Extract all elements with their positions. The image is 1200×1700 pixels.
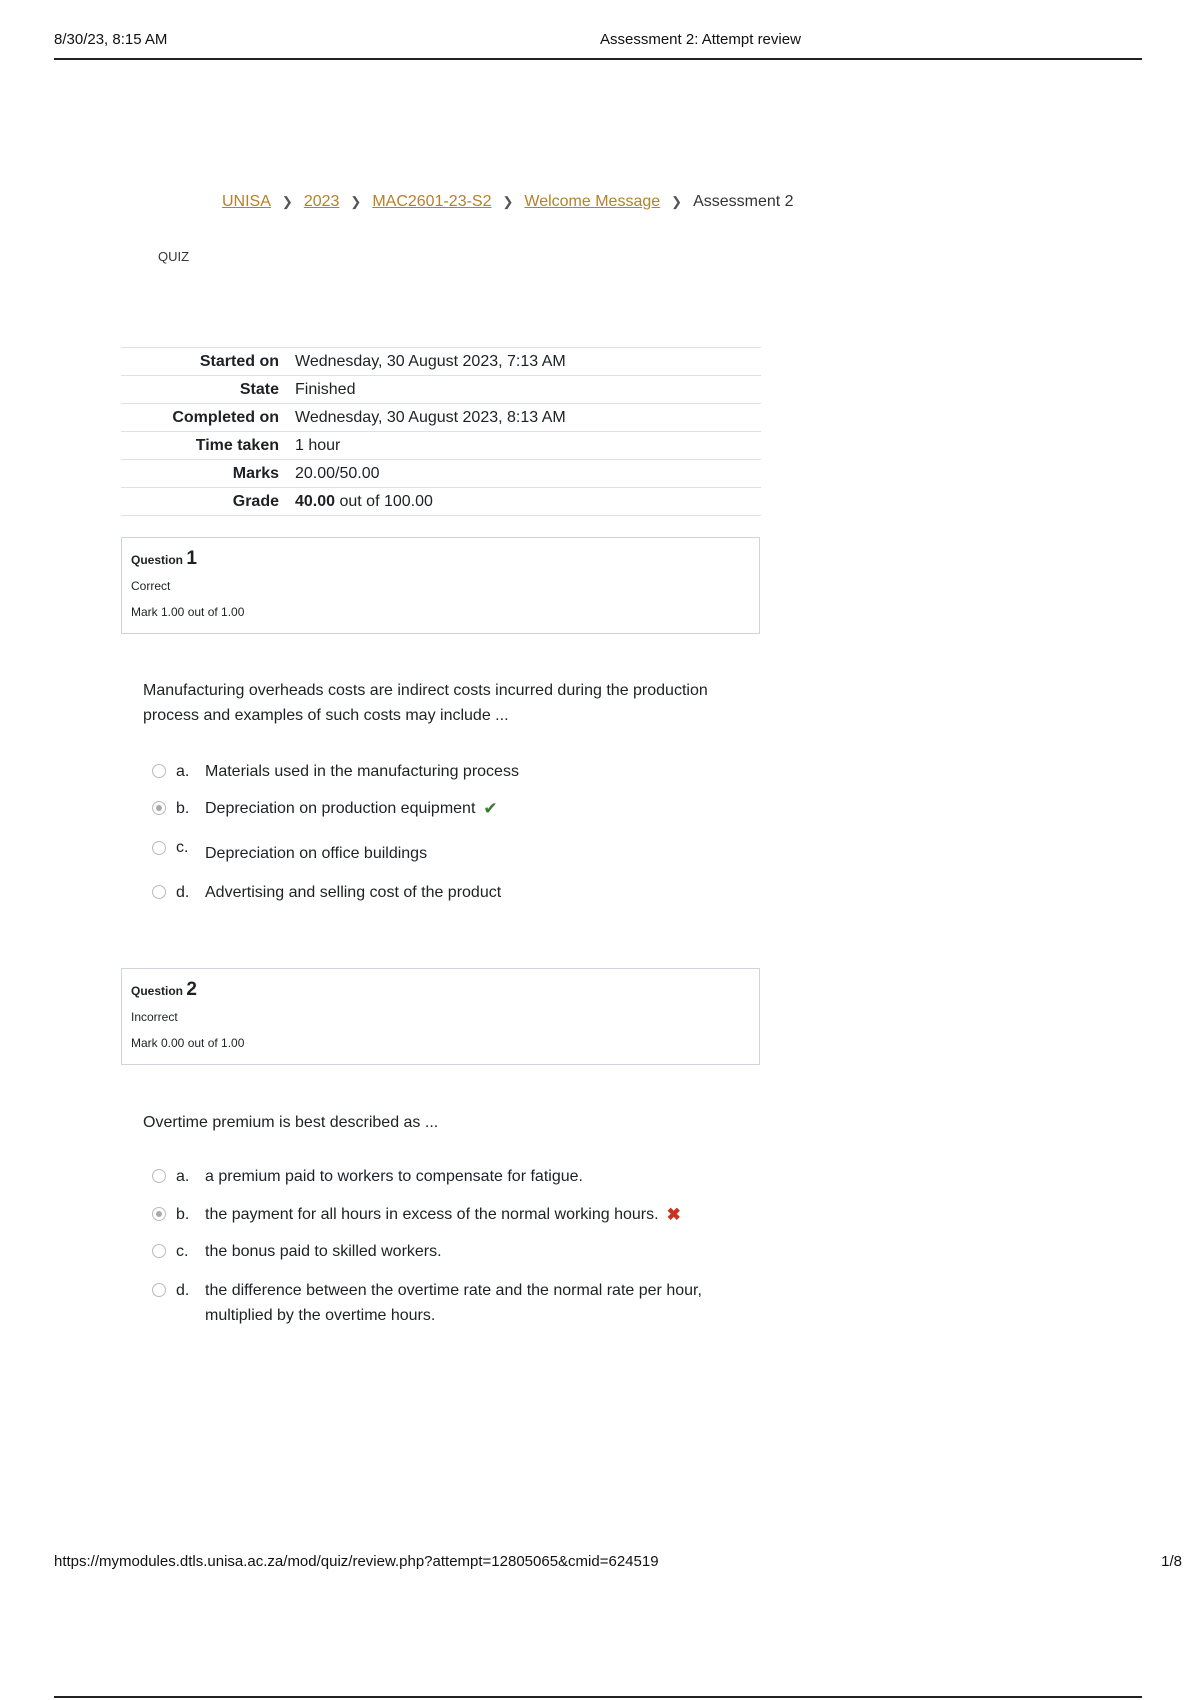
answer-radio[interactable] — [152, 764, 166, 778]
summary-key: Completed on — [121, 404, 295, 432]
chevron-right-icon: ❯ — [281, 194, 293, 209]
print-title: Assessment 2: Attempt review — [600, 31, 801, 48]
answer-radio[interactable] — [152, 885, 166, 899]
page-number: 1/8 — [1161, 1553, 1182, 1570]
answer-letter: d. — [176, 1282, 190, 1299]
chevron-right-icon: ❯ — [502, 194, 514, 209]
summary-value: Finished — [295, 376, 761, 404]
answer-option — [152, 880, 745, 905]
question-mark: Mark 0.00 out of 1.00 — [131, 1036, 245, 1050]
answer-radio[interactable] — [152, 1207, 166, 1221]
print-footer — [54, 1553, 1182, 1570]
summary-value: Wednesday, 30 August 2023, 8:13 AM — [295, 404, 761, 432]
summary-row — [121, 376, 761, 404]
answer-option — [152, 1202, 681, 1227]
answer-letter: d. — [176, 884, 190, 901]
answer-option — [152, 1278, 745, 1328]
question-mark: Mark 1.00 out of 1.00 — [131, 605, 245, 619]
question-state: Incorrect — [131, 1010, 178, 1024]
chevron-right-icon: ❯ — [350, 194, 362, 209]
answer-text: Depreciation on production equipment — [205, 800, 476, 817]
summary-row — [121, 432, 761, 460]
question-number: Question 1 — [131, 548, 197, 569]
summary-row — [121, 348, 761, 376]
summary-row — [121, 404, 761, 432]
answer-radio[interactable] — [152, 1244, 166, 1258]
summary-value: 20.00/50.00 — [295, 460, 761, 488]
summary-key: Marks — [121, 460, 295, 488]
answer-letter: b. — [176, 800, 190, 817]
summary-row — [121, 460, 761, 488]
chevron-right-icon: ❯ — [671, 194, 683, 209]
question-text: Manufacturing overheads costs are indirect costs incurred during the production process and examples of such costs may include ... — [143, 682, 708, 724]
activity-type-label: QUIZ — [158, 249, 190, 264]
question-number: Question 2 — [131, 979, 197, 1000]
answer-letter: c. — [176, 839, 189, 856]
answer-option — [152, 1239, 745, 1264]
answer-radio[interactable] — [152, 801, 166, 815]
page-divider — [54, 1696, 1142, 1698]
question-info-box — [121, 968, 760, 1065]
answer-letter: c. — [176, 1243, 189, 1260]
answer-option — [152, 1164, 745, 1189]
check-icon: ✔ — [483, 799, 498, 818]
grade-out-of: out of 100.00 — [335, 492, 433, 510]
breadcrumb-link-year[interactable]: 2023 — [303, 193, 340, 210]
answer-text: Materials used in the manufacturing process — [205, 763, 519, 780]
answer-letter: b. — [176, 1206, 190, 1223]
summary-key: Time taken — [121, 432, 295, 460]
answer-text: a premium paid to workers to compensate for fatigue. — [205, 1168, 583, 1185]
answer-letter: a. — [176, 763, 190, 780]
question-state: Correct — [131, 579, 171, 593]
print-date: 8/30/23, 8:15 AM — [54, 31, 168, 48]
print-url: https://mymodules.dtls.unisa.ac.za/mod/quiz/review.php?attempt=12805065&cmid=624519 — [54, 1553, 659, 1570]
summary-value: Wednesday, 30 August 2023, 7:13 AM — [295, 348, 761, 376]
question-info-box — [121, 537, 760, 634]
attempt-summary-table — [121, 347, 761, 516]
cross-icon: ✖ — [666, 1205, 681, 1224]
print-header — [54, 28, 1142, 60]
answer-option — [152, 796, 498, 821]
summary-key: Started on — [121, 348, 295, 376]
breadcrumb-link-section[interactable]: Welcome Message — [524, 193, 661, 210]
answer-option — [152, 841, 745, 866]
answer-text: Advertising and selling cost of the product — [205, 884, 502, 901]
grade-value: 40.00 — [295, 492, 336, 510]
answer-option — [152, 759, 745, 784]
question-text: Overtime premium is best described as ... — [143, 1114, 439, 1131]
answer-text: Depreciation on office buildings — [205, 845, 428, 862]
answer-text: the payment for all hours in excess of the normal working hours. — [205, 1206, 659, 1223]
summary-row — [121, 488, 761, 516]
answer-radio[interactable] — [152, 841, 166, 855]
answer-letter: a. — [176, 1168, 190, 1185]
breadcrumb-link-course[interactable]: MAC2601-23-S2 — [372, 193, 492, 210]
summary-value: 1 hour — [295, 432, 761, 460]
summary-value — [295, 488, 761, 516]
summary-key: Grade — [121, 488, 295, 516]
answer-radio[interactable] — [152, 1283, 166, 1297]
answer-radio[interactable] — [152, 1169, 166, 1183]
answer-text: the difference between the overtime rate and the normal rate per hour, multiplied by the overtime hours. — [205, 1282, 702, 1324]
breadcrumb — [222, 193, 794, 211]
summary-key: State — [121, 376, 295, 404]
breadcrumb-link-unisa[interactable]: UNISA — [222, 193, 271, 210]
answer-text: the bonus paid to skilled workers. — [205, 1243, 442, 1260]
breadcrumb-current: Assessment 2 — [693, 193, 794, 210]
